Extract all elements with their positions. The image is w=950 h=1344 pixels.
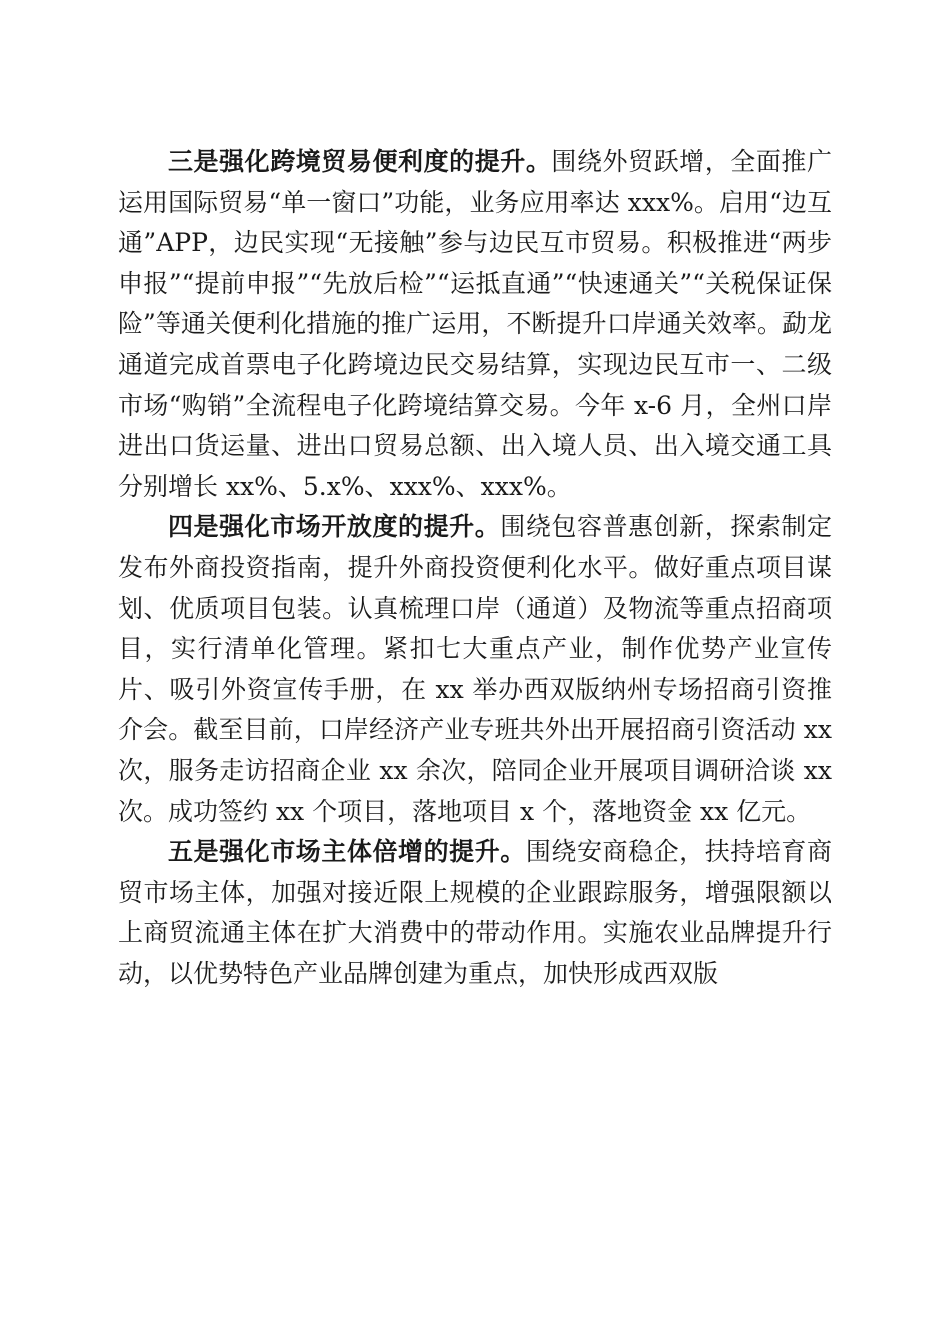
paragraph-body: 围绕包容普惠创新，探索制定发布外商投资指南，提升外商投资便利化水平。做好重点项目谋划、优质项目包装。认真梳理口岸（通道）及物流等重点招商项目，实行清单化管理。紧扣七大重点产业，制作优势产业宣传片、吸引外资宣传手册，在 xx 举办西双版纳州专场招商引资推介会。截至目前，口岸经济产业专班共外出开展招商引资活动 xx 次，服务走访招商企业 xx 余次，陪同企业开展项目调研洽谈 xx 次。成功签约 xx 个项目，落地项目 x 个，落地资金 xx 亿元。: [118, 512, 832, 826]
paragraph-lead: 三是强化跨境贸易便利度的提升。: [168, 147, 552, 176]
paragraph-market-openness: [118, 507, 832, 832]
document-page: [118, 142, 832, 994]
paragraph-market-entities: [118, 832, 832, 994]
paragraph-body: 围绕外贸跃增，全面推广运用国际贸易“单一窗口”功能，业务应用率达 xxx%。启用“边互通”APP，边民实现“无接触”参与边民互市贸易。积极推进“两步申报”“提前申报”“先放后检”“运抵直通”“快速通关”“关税保证保险”等通关便利化措施的推广运用，不断提升口岸通关效率。勐龙通道完成首票电子化跨境边民交易结算，实现边民互市一、二级市场“购销”全流程电子化跨境结算交易。今年 x-6 月，全州口岸进出口货运量、进出口贸易总额、出入境人员、出入境交通工具分别增长 xx%、5.x%、xxx%、xxx%。: [118, 147, 832, 501]
paragraph-lead: 四是强化市场开放度的提升。: [168, 512, 501, 542]
paragraph-cross-border-trade: [118, 142, 832, 507]
paragraph-body: 围绕安商稳企，扶持培育商贸市场主体，加强对接近限上规模的企业跟踪服务，增强限额以上商贸流通主体在扩大消费中的带动作用。实施农业品牌提升行动，以优势特色产业品牌创建为重点，加快形成西双版: [118, 837, 832, 988]
paragraph-lead: 五是强化市场主体倍增的提升。: [168, 837, 526, 867]
